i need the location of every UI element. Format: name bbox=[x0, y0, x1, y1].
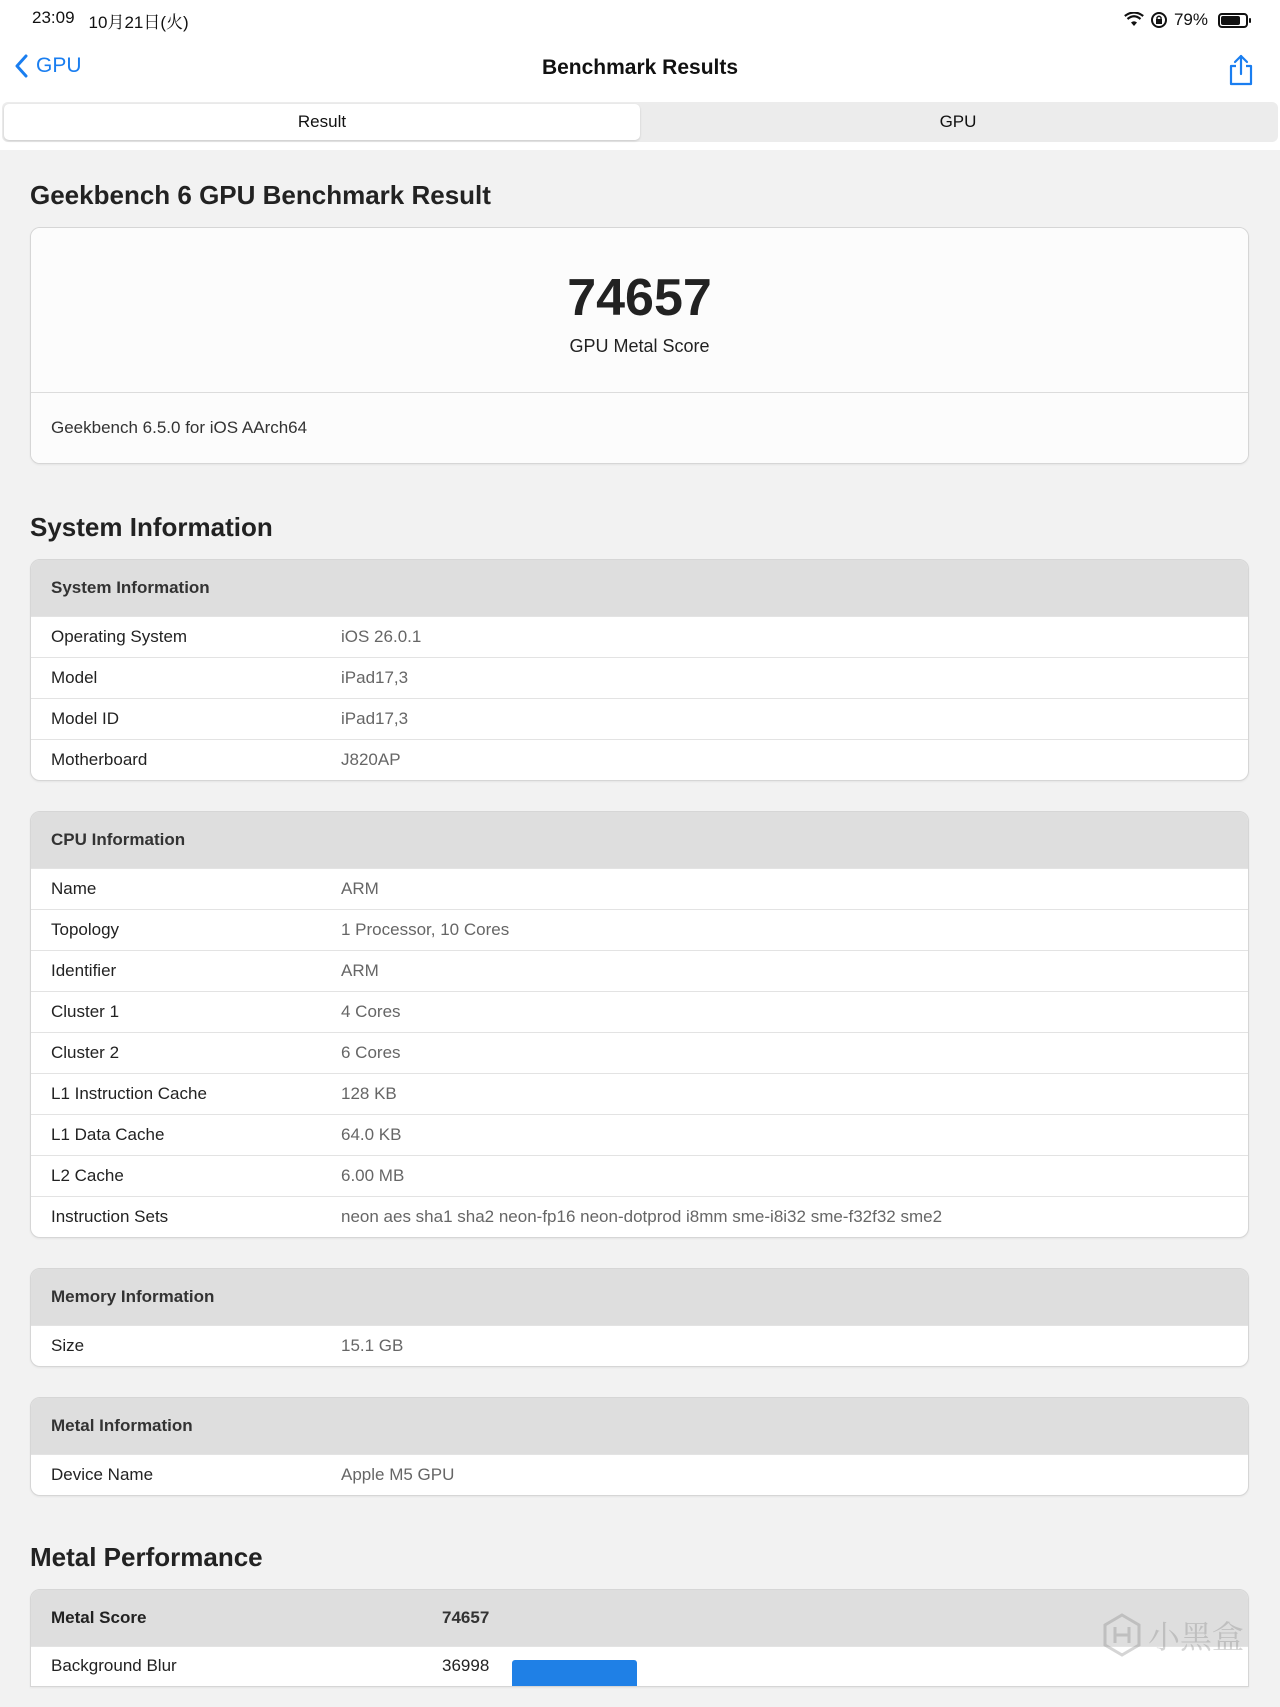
table-row bbox=[31, 1196, 1248, 1237]
row-value: 36998 bbox=[442, 1656, 490, 1675]
table-row bbox=[31, 1032, 1248, 1073]
table-row bbox=[31, 909, 1248, 950]
watermark-logo-icon bbox=[1102, 1613, 1142, 1657]
row-label: Model bbox=[51, 668, 98, 687]
row-label: Motherboard bbox=[51, 750, 148, 769]
table-row bbox=[31, 1454, 1248, 1495]
benchmark-version: Geekbench 6.5.0 for iOS AArch64 bbox=[31, 393, 1248, 463]
metal-score-value: 74657 bbox=[442, 1608, 490, 1627]
segmented-control bbox=[0, 100, 1280, 150]
table-header: Memory Information bbox=[31, 1269, 1248, 1325]
share-icon bbox=[1228, 54, 1254, 86]
table-row bbox=[31, 698, 1248, 739]
score-bar bbox=[512, 1660, 637, 1686]
row-label: Topology bbox=[51, 920, 120, 939]
table-row bbox=[31, 950, 1248, 991]
tab-gpu[interactable]: GPU bbox=[939, 112, 977, 131]
row-value: 6.00 MB bbox=[341, 1166, 405, 1185]
cpu-info-table bbox=[30, 811, 1249, 1238]
row-value: iPad17,3 bbox=[341, 709, 409, 728]
table-row bbox=[31, 1325, 1248, 1366]
row-value: neon aes sha1 sha2 neon-fp16 neon-dotprod i8mm sme-i8i32 sme-f32f32 sme2 bbox=[341, 1207, 943, 1226]
row-value: iPad17,3 bbox=[341, 668, 409, 687]
row-label: Model ID bbox=[51, 709, 120, 728]
main-content bbox=[30, 150, 1249, 1687]
row-value: ARM bbox=[341, 879, 379, 898]
memory-info-table bbox=[30, 1268, 1249, 1367]
table-row bbox=[31, 1073, 1248, 1114]
back-button-label: GPU bbox=[36, 54, 82, 77]
metal-info-table bbox=[30, 1397, 1249, 1496]
orientation-lock-icon bbox=[1150, 11, 1168, 29]
wifi-icon bbox=[1124, 12, 1144, 28]
tab-result[interactable]: Result bbox=[4, 104, 640, 140]
row-value: 15.1 GB bbox=[341, 1336, 404, 1355]
system-info-table bbox=[30, 559, 1249, 781]
segmented-track bbox=[2, 102, 1278, 142]
row-label: Operating System bbox=[51, 627, 188, 646]
score-summary bbox=[31, 228, 1248, 393]
row-value: Apple M5 GPU bbox=[341, 1465, 455, 1484]
table-row bbox=[31, 868, 1248, 909]
row-label: Instruction Sets bbox=[51, 1207, 169, 1226]
system-info-heading: System Information bbox=[30, 512, 273, 542]
row-label: Size bbox=[51, 1336, 85, 1355]
row-label: L2 Cache bbox=[51, 1166, 124, 1185]
status-bar bbox=[0, 0, 1280, 40]
row-label: L1 Data Cache bbox=[51, 1125, 165, 1144]
row-value: 1 Processor, 10 Cores bbox=[341, 920, 510, 939]
table-row bbox=[31, 1155, 1248, 1196]
row-value: 4 Cores bbox=[341, 1002, 401, 1021]
battery-icon bbox=[1218, 13, 1248, 28]
table-header: CPU Information bbox=[31, 812, 1248, 868]
row-value: ARM bbox=[341, 961, 379, 980]
table-row bbox=[31, 616, 1248, 657]
row-label: Name bbox=[51, 879, 97, 898]
row-label: Background Blur bbox=[51, 1656, 177, 1675]
table-row bbox=[31, 991, 1248, 1032]
status-time: 23:09 bbox=[32, 7, 75, 27]
row-label: Device Name bbox=[51, 1465, 154, 1484]
result-heading: Geekbench 6 GPU Benchmark Result bbox=[30, 180, 491, 210]
row-value: 6 Cores bbox=[341, 1043, 401, 1062]
score-bar-track bbox=[512, 1660, 1248, 1686]
table-row bbox=[31, 739, 1248, 780]
row-value: 128 KB bbox=[341, 1084, 397, 1103]
battery-percent: 79% bbox=[1173, 10, 1208, 29]
row-value: iOS 26.0.1 bbox=[341, 627, 422, 646]
performance-heading: Metal Performance bbox=[30, 1542, 263, 1572]
score-card bbox=[30, 227, 1249, 464]
table-row bbox=[31, 1114, 1248, 1155]
performance-table bbox=[30, 1589, 1249, 1687]
battery-fill bbox=[1221, 16, 1240, 25]
table-header: Metal Information bbox=[31, 1398, 1248, 1454]
status-date: 10月21日(火) bbox=[88, 12, 189, 32]
share-button[interactable] bbox=[1228, 54, 1254, 91]
row-label: Identifier bbox=[51, 961, 117, 980]
table-header: System Information bbox=[31, 560, 1248, 616]
gpu-score-value: 74657 bbox=[567, 269, 712, 327]
watermark-text: 小黑盒 bbox=[1147, 1619, 1244, 1655]
watermark bbox=[1102, 1612, 1244, 1658]
status-left bbox=[32, 8, 189, 33]
row-value: J820AP bbox=[341, 750, 401, 769]
status-right bbox=[1124, 10, 1248, 30]
metal-score-label: Metal Score bbox=[51, 1608, 147, 1627]
row-value: 64.0 KB bbox=[341, 1125, 402, 1144]
nav-bar bbox=[0, 40, 1280, 100]
table-row bbox=[31, 1646, 1248, 1686]
row-label: L1 Instruction Cache bbox=[51, 1084, 207, 1103]
page-title: Benchmark Results bbox=[541, 56, 739, 79]
row-label: Cluster 2 bbox=[51, 1043, 120, 1062]
table-header bbox=[31, 1590, 1248, 1646]
row-label: Cluster 1 bbox=[51, 1002, 120, 1021]
table-row bbox=[31, 657, 1248, 698]
gpu-score-label: GPU Metal Score bbox=[569, 336, 710, 356]
